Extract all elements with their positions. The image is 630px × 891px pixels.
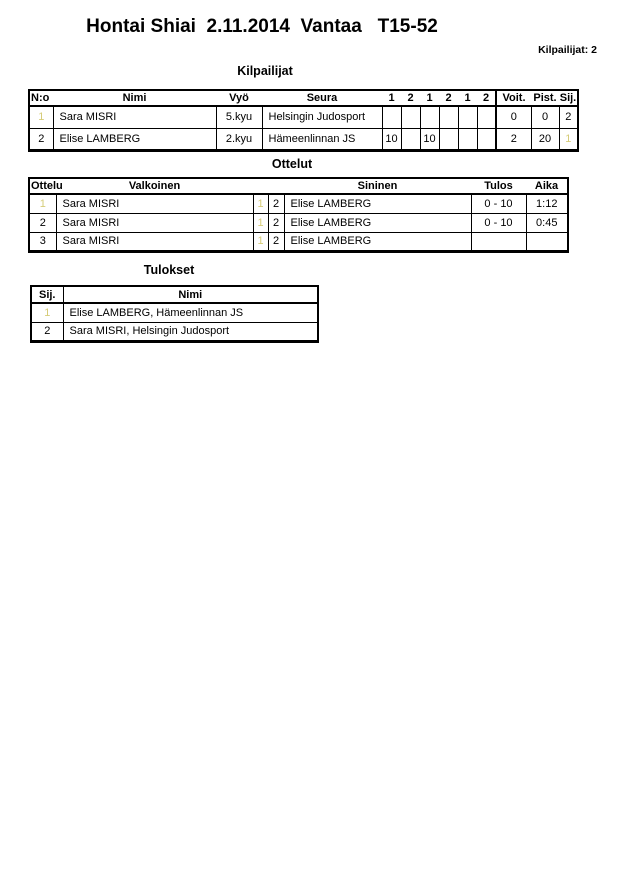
cell-score-1: [382, 106, 401, 128]
cell-blue-name: Elise LAMBERG: [284, 213, 471, 232]
cell-white-name: Sara MISRI: [56, 194, 253, 213]
header-placement: Sij.: [31, 286, 63, 303]
section-heading-results: Tulokset: [143, 263, 195, 277]
cell-blue-name: Elise LAMBERG: [284, 194, 471, 213]
header-round-1: 1: [382, 90, 401, 106]
cell-blue-no: 2: [268, 213, 284, 232]
competitor-count: Kilpailijat: 2: [538, 44, 597, 56]
cell-club: Helsingin Judosport: [262, 106, 382, 128]
header-white: Valkoinen: [56, 178, 253, 194]
header-no: N:o: [29, 90, 53, 106]
cell-belt: 5.kyu: [216, 106, 262, 128]
cell-white-name: Sara MISRI: [56, 232, 253, 251]
competitors-table: [28, 89, 579, 152]
cell-blue-no: 2: [268, 232, 284, 251]
cell-score-4: [439, 106, 458, 128]
cell-result: 0 - 10: [471, 213, 526, 232]
cell-name: Elise LAMBERG: [53, 128, 216, 150]
cell-blue-name: Elise LAMBERG: [284, 232, 471, 251]
table-header-row: [29, 90, 578, 106]
section-heading-competitors: Kilpailijat: [237, 64, 293, 78]
cell-score-5: [458, 106, 477, 128]
header-result: Tulos: [471, 178, 526, 194]
cell-time: 0:45: [526, 213, 568, 232]
cell-result: 0 - 10: [471, 194, 526, 213]
cell-name: Sara MISRI, Helsingin Judosport: [63, 322, 318, 341]
cell-score-2: [401, 128, 420, 150]
table-row: [29, 213, 568, 232]
header-blue: Sininen: [284, 178, 471, 194]
cell-match-no: 2: [29, 213, 56, 232]
table-header-row: [29, 178, 568, 194]
cell-placement: 1: [31, 303, 63, 322]
cell-time: [526, 232, 568, 251]
cell-belt: 2.kyu: [216, 128, 262, 150]
header-belt: Vyö: [216, 90, 262, 106]
header-round-6: 2: [477, 90, 496, 106]
cell-placement: 1: [559, 128, 578, 150]
page-title: Hontai Shiai 2.11.2014 Vantaa T15-52: [86, 16, 438, 37]
header-round-2: 2: [401, 90, 420, 106]
cell-score-3: 10: [420, 128, 439, 150]
cell-wins: 0: [496, 106, 531, 128]
cell-white-no: 1: [253, 213, 268, 232]
cell-no: 2: [29, 128, 53, 150]
cell-points: 20: [531, 128, 559, 150]
cell-score-6: [477, 106, 496, 128]
cell-score-3: [420, 106, 439, 128]
cell-white-no: 1: [253, 194, 268, 213]
cell-wins: 2: [496, 128, 531, 150]
cell-blue-no: 2: [268, 194, 284, 213]
table-row: [29, 128, 578, 150]
table-row: [31, 322, 318, 341]
header-time: Aika: [526, 178, 568, 194]
cell-score-4: [439, 128, 458, 150]
header-competitor-numbers: [253, 178, 284, 194]
matches-table: [28, 177, 569, 253]
cell-match-no: 3: [29, 232, 56, 251]
header-wins: Voit.: [496, 90, 531, 106]
header-name: Nimi: [63, 286, 318, 303]
table-row: [31, 303, 318, 322]
table-row: [29, 194, 568, 213]
cell-white-name: Sara MISRI: [56, 213, 253, 232]
cell-club: Hämeenlinnan JS: [262, 128, 382, 150]
cell-name: Elise LAMBERG, Hämeenlinnan JS: [63, 303, 318, 322]
header-name: Nimi: [53, 90, 216, 106]
table-row: [29, 232, 568, 251]
cell-white-no: 1: [253, 232, 268, 251]
header-club: Seura: [262, 90, 382, 106]
header-round-5: 1: [458, 90, 477, 106]
cell-score-2: [401, 106, 420, 128]
cell-points: 0: [531, 106, 559, 128]
header-round-3: 1: [420, 90, 439, 106]
header-round-4: 2: [439, 90, 458, 106]
cell-name: Sara MISRI: [53, 106, 216, 128]
section-heading-matches: Ottelut: [271, 157, 313, 171]
header-placement: Sij.: [559, 92, 577, 104]
cell-match-no: 1: [29, 194, 56, 213]
results-table: [30, 285, 319, 343]
cell-result: [471, 232, 526, 251]
cell-score-1: 10: [382, 128, 401, 150]
table-header-row: [31, 286, 318, 303]
table-row: [29, 106, 578, 128]
cell-no: 1: [29, 106, 53, 128]
cell-score-6: [477, 128, 496, 150]
cell-score-5: [458, 128, 477, 150]
header-points: Pist.: [531, 90, 559, 106]
cell-placement: 2: [559, 106, 578, 128]
cell-time: 1:12: [526, 194, 568, 213]
header-match-no: Ottelu: [31, 180, 63, 192]
cell-placement: 2: [31, 322, 63, 341]
